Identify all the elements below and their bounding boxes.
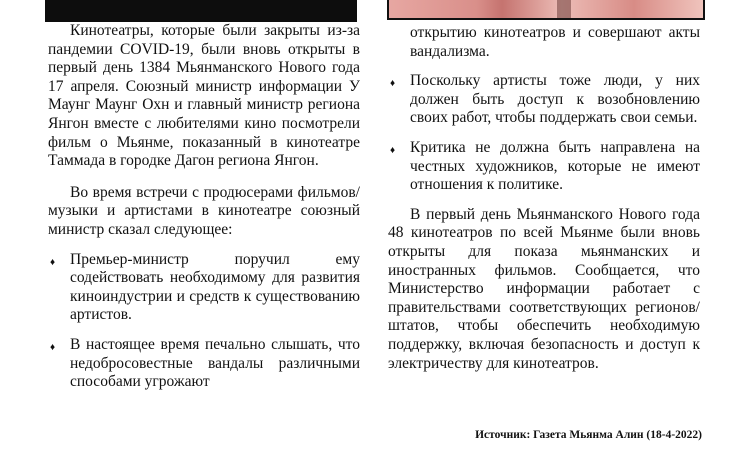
photo-top-left [45,0,357,22]
list-item-continuation: открытию кинотеатров и совершают акты вандализма. [410,24,700,60]
article-right-column [388,24,700,373]
diamond-bullet-icon: ♦ [50,256,56,268]
list-item [48,251,360,325]
list-item-text: Поскольку артисты тоже люди, у них должен быть доступ к возобновлению своих работ, чтобы поддержать свои семьи. [410,72,700,127]
statement-list-left [48,251,360,392]
list-item-text: В настоящее время печально слышать, что недобросовестные вандалы различными способами угрожают [70,335,360,391]
diamond-bullet-icon: ♦ [390,144,396,156]
article-paragraph-2: Во время встречи с продюсерами фильмов/музыки и артистами в кинотеатре союзный министр сказал следующее: [48,183,360,238]
diamond-bullet-icon: ♦ [50,341,56,353]
source-caption: Источник: Газета Мьянма Алин (18-4-2022) [475,429,702,441]
article-paragraph-final: В первый день Мьянманского Нового года 48 кинотеатров по всей Мьянме были вновь открыты для показа мьянманских и иностранных фильмов. Сообщается, что Министерство информации работает с правительствами соответствующих регионов/штатов, чтобы обеспечить необходимую поддержку, включая безопасность и доступ к электричеству для кинотеатров. [388,205,700,372]
photo-top-right [387,0,705,20]
article-left-column [48,22,360,403]
statement-list-right [388,72,700,195]
article-paragraph-1: Кинотеатры, которые были закрыты из-за пандемии COVID-19, были вновь открыты в первый день 1384 Мьянманского Нового года 17 апреля. Союзный министр информации У Маунг Маунг Охн и главный министр региона Янгон вместе с любителями кино посмотрели фильм о Мьянме, показанный в кинотеатре Таммада в городке Дагон региона Янгон. [48,22,360,170]
list-item [388,139,700,195]
list-item [48,336,360,392]
list-item-text: Премьер-министр поручил ему содействовать необходимому для развития киноиндустрии и средств к существованию артистов. [70,250,360,324]
diamond-bullet-icon: ♦ [390,78,396,90]
list-item [388,72,700,128]
list-item-text: Критика не должна быть направлена на честных художников, которые не имеют отношения к политике. [410,138,700,194]
